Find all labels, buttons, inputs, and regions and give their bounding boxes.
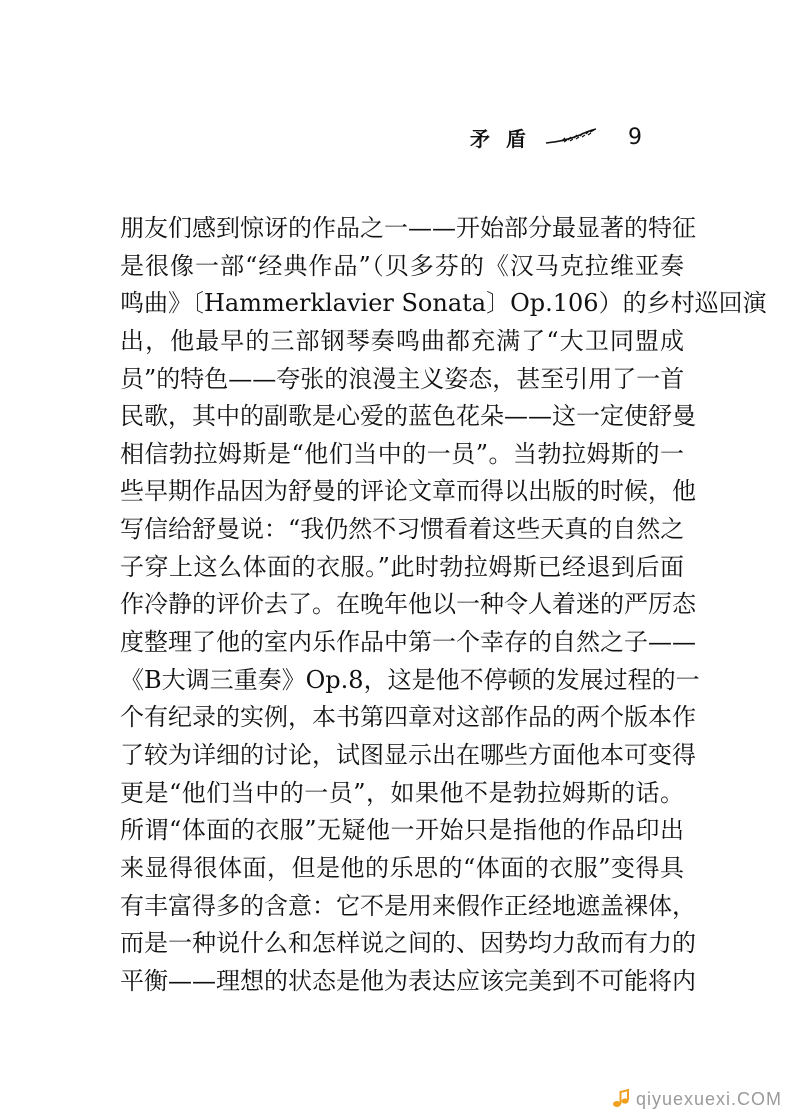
site-watermark xyxy=(610,1088,782,1110)
watermark-text: qiyuexuexi.COM xyxy=(635,1088,782,1109)
text-line: 出，他最早的三部钢琴奏鸣曲都充满了“大卫同盟成 xyxy=(120,326,684,355)
text-line: 了较为详细的讨论，试图显示出在哪些方面他本可变得 xyxy=(120,740,696,769)
music-note-icon xyxy=(610,1088,632,1110)
text-line: 是很像一部“经典作品”（贝多芬的《汉马克拉维亚奏 xyxy=(120,251,684,280)
text-line: 平衡——理想的状态是他为表达应该完美到不可能将内 xyxy=(120,966,696,995)
running-header xyxy=(470,120,642,154)
text-line: 有丰富得多的含意：它不是用来假作正经地遮盖裸体， xyxy=(120,891,696,920)
text-line: 度整理了他的室内乐作品中第一个幸存的自然之子—— xyxy=(120,628,696,657)
text-line: 子穿上这么体面的衣服。”此时勃拉姆斯已经退到后面 xyxy=(120,552,684,581)
text-line: 作冷静的评价去了。在晚年他以一种令人着迷的严厉态 xyxy=(120,590,696,619)
page-number: 9 xyxy=(628,124,642,150)
text-line: 写信给舒曼说：“我仍然不习惯看着这些天真的自然之 xyxy=(120,515,685,544)
text-line: 鸣曲》〔Hammerklavier Sonata〕Op.106）的乡村巡回演 xyxy=(120,289,767,318)
text-line: 民歌，其中的副歌是心爱的蓝色花朵——这一定使舒曼 xyxy=(120,402,696,431)
body-paragraph xyxy=(120,210,767,1000)
text-line: 员”的特色——夸张的浪漫主义姿态，甚至引用了一首 xyxy=(120,364,685,393)
text-line: 相信勃拉姆斯是“他们当中的一员”。当勃拉姆斯的一 xyxy=(120,439,684,468)
text-line: 而是一种说什么和怎样说之间的、因势均力敌而有力的 xyxy=(120,929,696,958)
text-line: 些早期作品因为舒曼的评论文章而得以出版的时候，他 xyxy=(120,477,696,506)
text-line: 更是“他们当中的一员”，如果他不是勃拉姆斯的话。 xyxy=(120,778,684,807)
text-line: 来显得很体面，但是他的乐思的“体面的衣服”变得具 xyxy=(120,853,684,882)
text-line: 《B大调三重奏》Op.8，这是他不停顿的发展过程的一 xyxy=(120,665,700,694)
chapter-title: 矛盾 xyxy=(470,126,542,151)
text-line: 所谓“体面的衣服”无疑他一开始只是指他的作品印出 xyxy=(120,816,684,845)
text-line: 朋友们感到惊讶的作品之一——开始部分最显著的特征 xyxy=(120,214,696,242)
text-line: 个有纪录的实例，本书第四章对这部作品的两个版本作 xyxy=(120,703,696,732)
feather-ornament-icon xyxy=(544,127,598,147)
